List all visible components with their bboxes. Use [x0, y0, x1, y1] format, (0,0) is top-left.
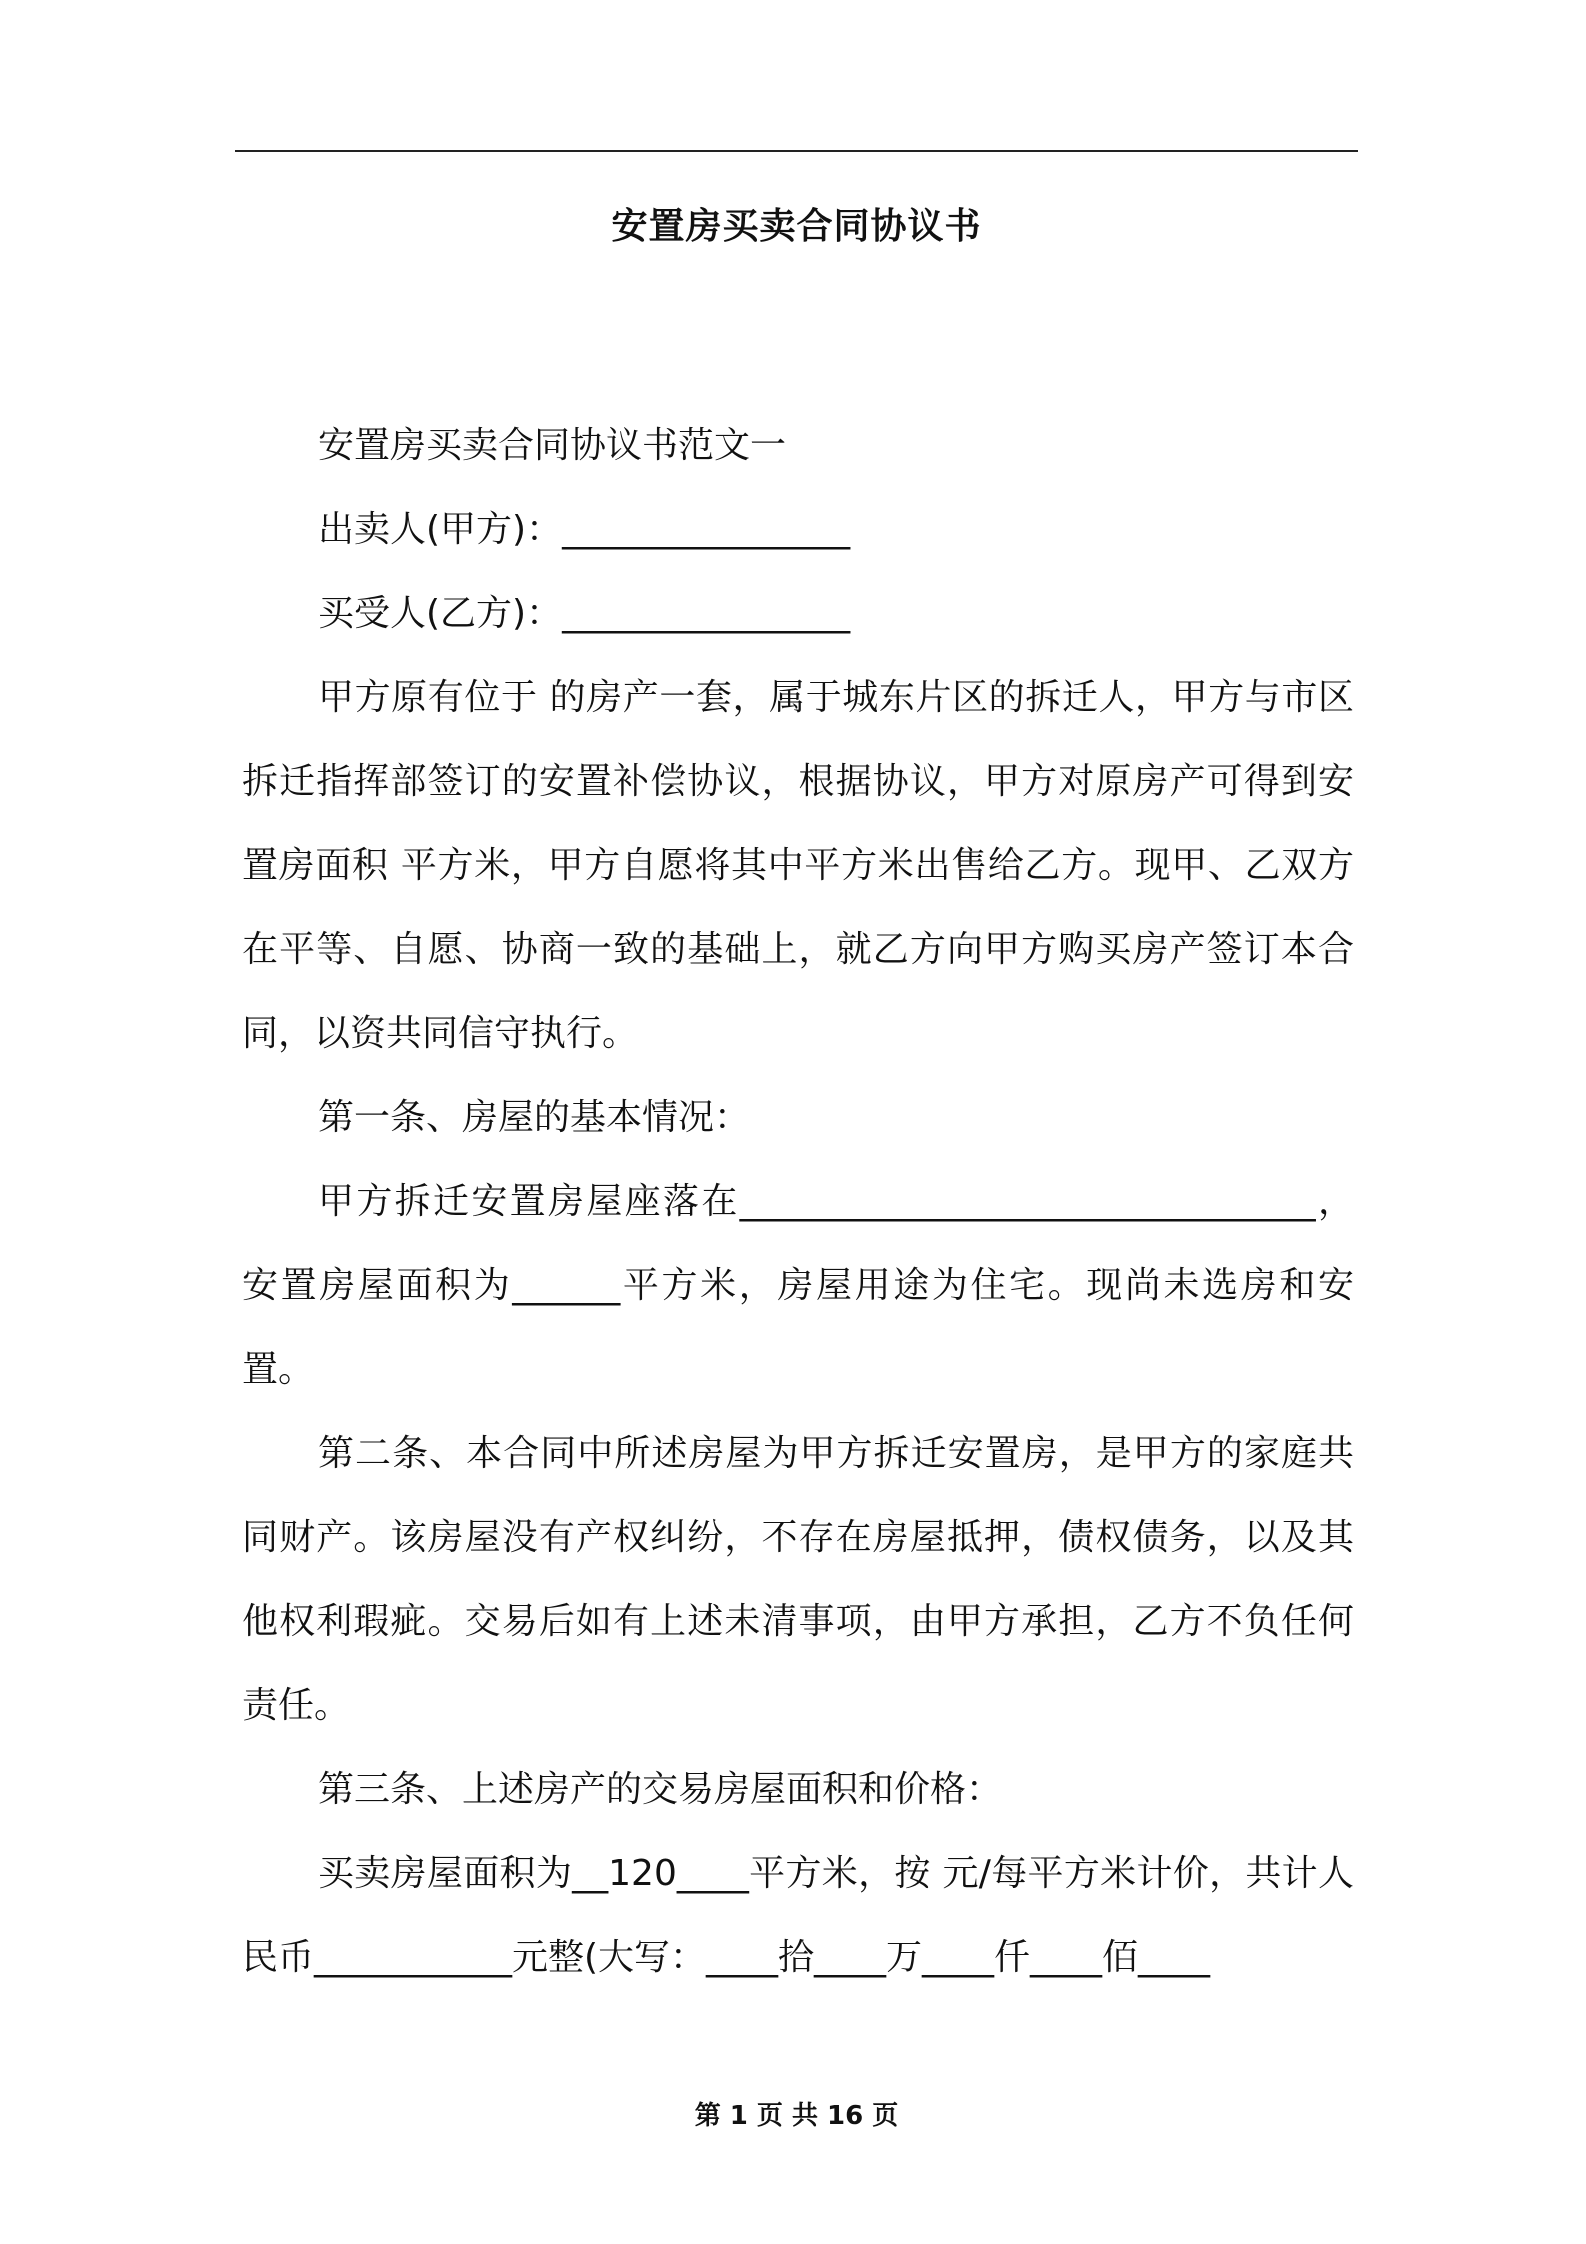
article-1-paragraph: 甲方拆迁安置房屋座落在________________________________，安置房屋面积为______平方米，房屋用途为住宅。现尚未选房和安置。	[242, 1181, 1354, 1390]
intro-paragraph: 甲方原有位于 的房产一套，属于城东片区的拆迁人，甲方与市区拆迁指挥部签订的安置补偿协议，根据协议，甲方对原房产可得到安置房面积 平方米，甲方自愿将其中平方米出售给乙方。现甲、乙双方在平等、自愿、协商一致的基础上，就乙方向甲方购买房产签订本合同，以资共同信守执行。	[242, 677, 1354, 1054]
document-title: 安置房买卖合同协议书	[611, 206, 982, 247]
article-2-paragraph: 第二条、本合同中所述房屋为甲方拆迁安置房，是甲方的家庭共同财产。该房屋没有产权纠纷，不存在房屋抵押，债权债务，以及其他权利瑕疵。交易后如有上述未清事项，由甲方承担，乙方不负任何责任。	[242, 1433, 1354, 1726]
article-3-heading: 第三条、上述房产的交易房屋面积和价格：	[318, 1769, 1003, 1810]
document-body	[242, 404, 1354, 2000]
page-footer: 第 1 页 共 16 页	[694, 2101, 899, 2131]
article-3-paragraph: 买卖房屋面积为__120____平方米，按 元/每平方米计价，共计人民币___________元整(大写：____拾____万____仟____佰____	[242, 1853, 1354, 1978]
seller-line: 出卖人(甲方)：________________	[318, 509, 851, 550]
article-1-heading: 第一条、房屋的基本情况：	[318, 1097, 751, 1138]
header-divider	[235, 150, 1358, 152]
buyer-line: 买受人(乙方)：________________	[318, 593, 851, 634]
subtitle-paragraph: 安置房买卖合同协议书范文一	[318, 425, 787, 466]
